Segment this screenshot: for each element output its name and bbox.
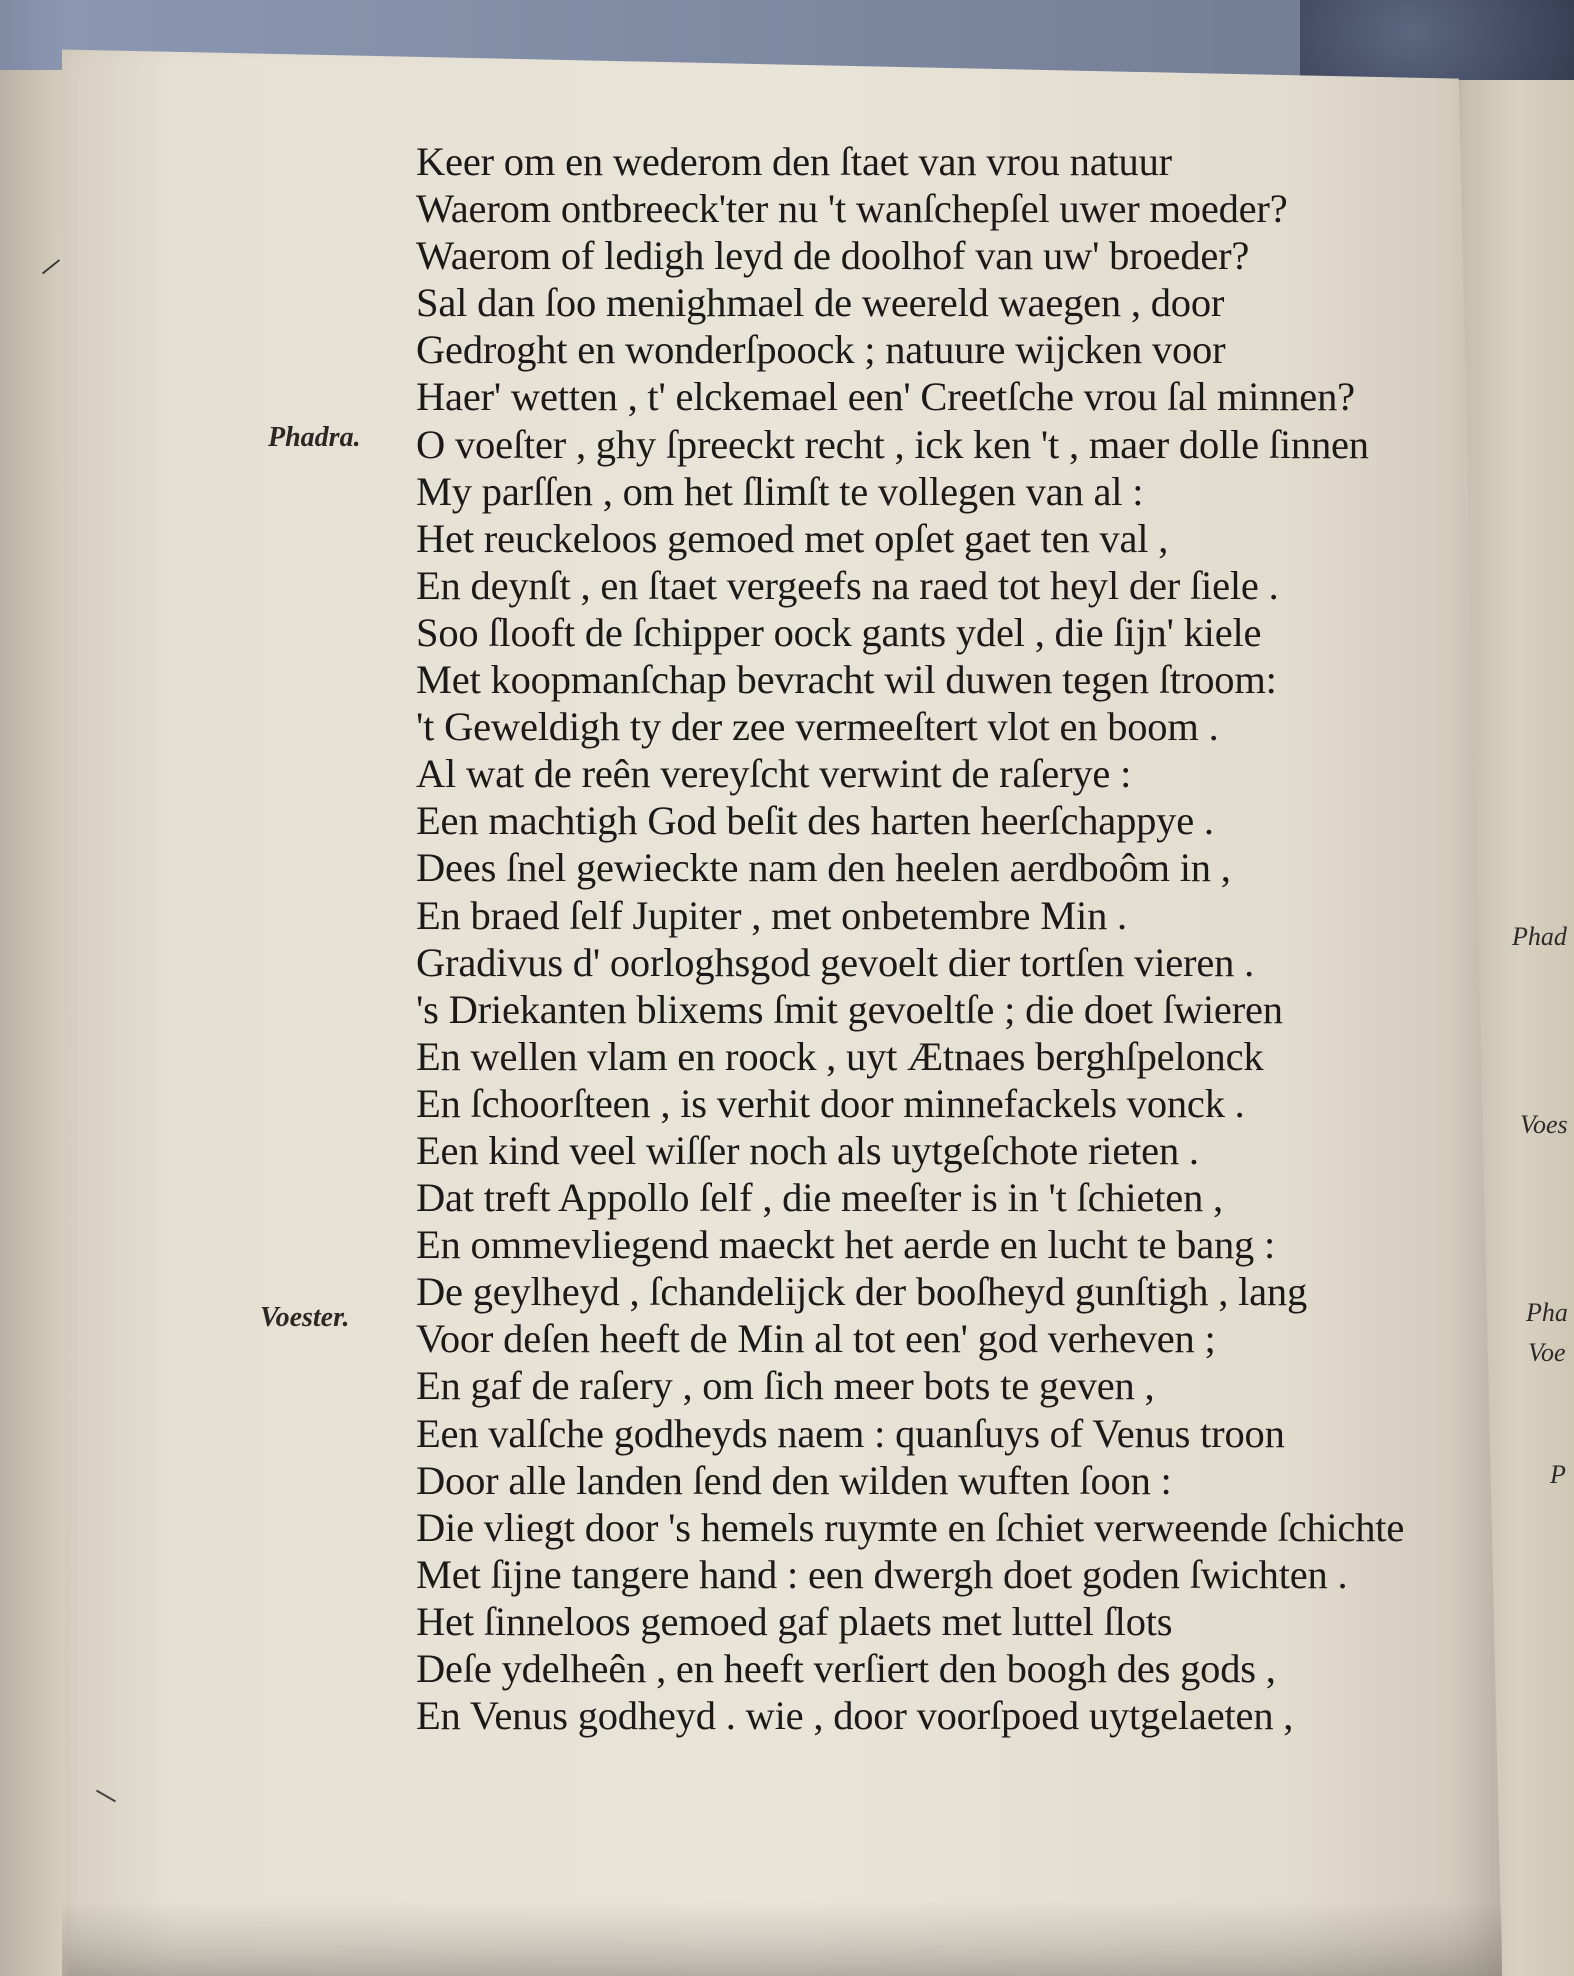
verse-line: O voeſter , ghy ſpreeckt recht , ick ken 't , maer dolle ſinnen bbox=[416, 421, 1369, 467]
verse-line: Een machtigh God beſit des harten heerſchappye . bbox=[416, 798, 1214, 844]
verse-line: 's Driekanten blixems ſmit gevoeltſe ; die doet ſwieren bbox=[416, 986, 1283, 1032]
verse-line: Dat treft Appollo ſelf , die meeſter is in 't ſchieten , bbox=[416, 1175, 1223, 1221]
verse-line: Waerom of ledigh leyd de doolhof van uw' broeder? bbox=[416, 233, 1250, 279]
verse-line: En deynſt , en ſtaet vergeefs na raed tot heyl der ſiele . bbox=[416, 562, 1279, 608]
verse-line: Soo ſlooft de ſchipper oock gants ydel , die ſijn' kiele bbox=[416, 609, 1262, 655]
right-speaker-fragment: Voes bbox=[1520, 1110, 1568, 1139]
verse-line: Door alle landen ſend den wilden wuften ſoon : bbox=[416, 1457, 1172, 1503]
left-page-mark: ⸝ bbox=[40, 235, 60, 280]
right-speaker-fragment: Pha bbox=[1526, 1298, 1568, 1327]
verse-line: Met koopmanſchap bevracht wil duwen tegen ſtroom: bbox=[416, 657, 1277, 703]
verse-line: En ommevliegend maeckt het aerde en lucht te bang : bbox=[416, 1222, 1276, 1268]
page-shadow bbox=[62, 1900, 1502, 1976]
verse-line: En ſchoorſteen , is verhit door minnefackels vonck . bbox=[416, 1080, 1245, 1126]
verse-line: En gaf de raſery , om ſich meer bots te geven , bbox=[416, 1363, 1155, 1409]
verse-line: Een kind veel wiſſer noch als uytgeſchote rieten . bbox=[416, 1127, 1199, 1173]
verse-line: En braed ſelf Jupiter , met onbetembre Min . bbox=[416, 892, 1127, 938]
verse-line: Het ſinneloos gemoed gaf plaets met luttel ſlots bbox=[416, 1598, 1173, 1644]
verse-line: 't Geweldigh ty der zee vermeeſtert vlot en boom . bbox=[416, 704, 1219, 750]
verse-line: My parſſen , om het ſlimſt te vollegen van al : bbox=[416, 468, 1144, 514]
verse-line: Haer' wetten , t' elckemael een' Creetſche vrou ſal minnen? bbox=[416, 374, 1355, 420]
verse-line: Met ſijne tangere hand : een dwergh doet goden ſwichten . bbox=[416, 1551, 1348, 1597]
verse-text bbox=[416, 138, 1466, 1739]
verse-line: Al wat de reên vereyſcht verwint de raſerye : bbox=[416, 751, 1132, 797]
verse-line: Een valſche godheyds naem : quanſuys of Venus troon bbox=[416, 1410, 1285, 1456]
verse-line: De geylheyd , ſchandelijck der booſheyd gunſtigh , lang bbox=[416, 1269, 1308, 1315]
speaker-label-voester: Voester. bbox=[260, 1302, 350, 1333]
verse-line: Het reuckeloos gemoed met opſet gaet ten val , bbox=[416, 515, 1169, 561]
verse-line: Gedroght en wonderſpoock ; natuure wijcken voor bbox=[416, 327, 1226, 373]
right-speaker-fragment: Phad bbox=[1512, 922, 1567, 951]
verse-line: Waerom ontbreeck'ter nu 't wanſchepſel uwer moeder? bbox=[416, 186, 1288, 232]
verse-line: Voor deſen heeft de Min al tot een' god verheven ; bbox=[416, 1316, 1216, 1362]
speaker-label-phadra: Phadra. bbox=[268, 422, 361, 453]
verse-line: Die vliegt door 's hemels ruymte en ſchiet verweende ſchichte bbox=[416, 1504, 1405, 1550]
verse-line: En wellen vlam en roock , uyt Ætnaes berghſpelonck bbox=[416, 1033, 1264, 1079]
verse-line: Sal dan ſoo menighmael de weereld waegen , door bbox=[416, 280, 1225, 326]
verse-line: Keer om en wederom den ſtaet van vrou natuur bbox=[416, 139, 1172, 184]
verse-line: Gradivus d' oorloghsgod gevoelt dier tortſen vieren . bbox=[416, 939, 1255, 985]
verse-line: Deſe ydelheên , en heeft verſiert den boogh des gods , bbox=[416, 1646, 1276, 1691]
right-speaker-fragment: P bbox=[1550, 1460, 1566, 1489]
verse-line: Dees ſnel gewieckte nam den heelen aerdboôm in , bbox=[416, 845, 1231, 891]
right-speaker-fragment: Voe bbox=[1528, 1338, 1566, 1367]
verse-line: En Venus godheyd . wie , door voorſpoed uytgelaeten , bbox=[416, 1693, 1294, 1739]
